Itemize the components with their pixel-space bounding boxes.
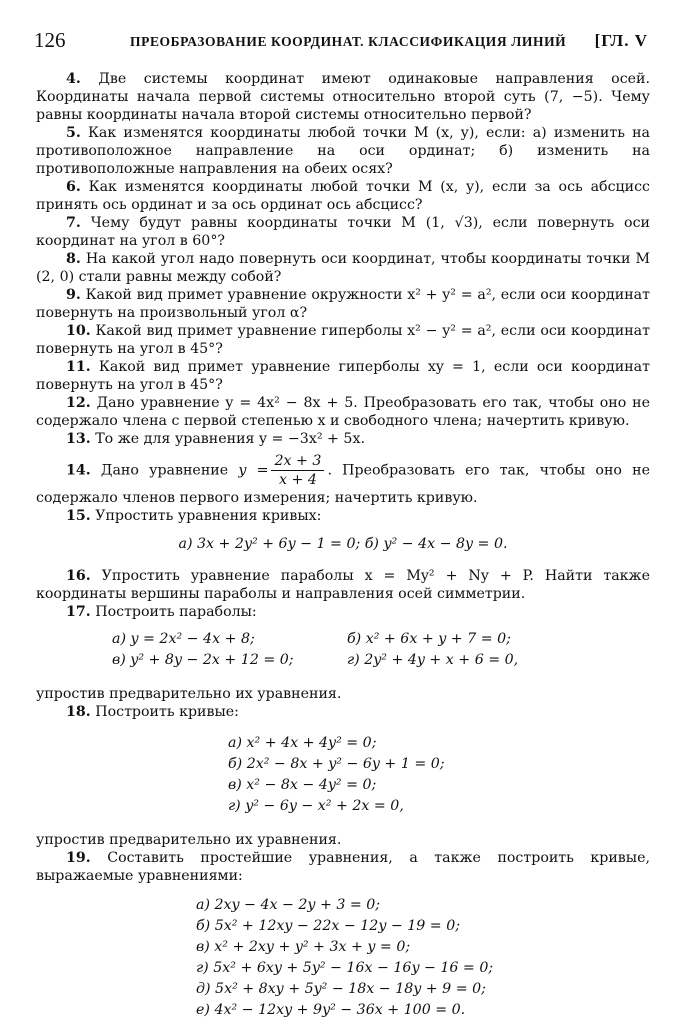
problem-8 bbox=[36, 250, 650, 286]
equation-line: д) 5x² + 8xy + 5y² − 18x − 18y + 9 = 0; bbox=[196, 981, 486, 997]
page-number: 126 bbox=[34, 28, 66, 52]
equation-line: г) 5x² + 6xy + 5y² − 16x − 16y − 16 = 0; bbox=[196, 960, 494, 976]
problem-number: 9. bbox=[66, 287, 81, 303]
problem-text: Построить параболы: bbox=[95, 604, 257, 620]
equation-grid bbox=[112, 629, 582, 671]
problem-number: 4. bbox=[66, 71, 81, 87]
equation-line: б) x² + 6x + y + 7 = 0; bbox=[347, 631, 511, 647]
equation-line: б) 5x² + 12xy − 22x − 12y − 19 = 0; bbox=[196, 918, 461, 934]
problem-9 bbox=[36, 286, 650, 322]
equation-line: е) 4x² − 12xy + 9y² − 36x + 100 = 0. bbox=[196, 1002, 466, 1018]
problem-11 bbox=[36, 358, 650, 394]
problem-text: Чему будут равны координаты точки M (1, √3), если повернуть оси координат на угол в 60°? bbox=[36, 215, 650, 249]
problem-number: 11. bbox=[66, 359, 91, 375]
problem-text: Какой вид примет уравнение окружности x² + y² = a², если оси координат повернуть на произвольный угол α? bbox=[36, 287, 650, 321]
problem-16 bbox=[36, 567, 650, 603]
problem-text: На какой угол надо повернуть оси координат, чтобы координаты точки M (2, 0) стали равны между собой? bbox=[36, 251, 651, 285]
fraction-numerator: 2x + 3 bbox=[271, 452, 324, 471]
problem-number: 5. bbox=[66, 125, 81, 141]
problem-7 bbox=[36, 214, 650, 250]
problem-5 bbox=[36, 124, 650, 178]
equation-list bbox=[228, 733, 650, 817]
problem-18 bbox=[36, 703, 650, 721]
problem-text: Как изменятся координаты любой точки M (x, y), если за ось абсцисс принять ось ординат и за ось ординат ось абсцисс? bbox=[36, 179, 650, 213]
problem-text: Построить кривые: bbox=[95, 704, 239, 720]
page-header bbox=[34, 28, 648, 54]
equation-line: г) 2y² + 4y + x + 6 = 0, bbox=[347, 652, 519, 668]
equation-line: г) y² − 6y − x² + 2x = 0, bbox=[228, 798, 404, 814]
problem-number: 12. bbox=[66, 395, 91, 411]
problem-number: 17. bbox=[66, 604, 91, 620]
problem-text: Дано уравнение y = 4x² − 8x + 5. Преобразовать его так, чтобы оно не содержало члена с первой степенью x и свободного члена; начертить кривую. bbox=[36, 395, 650, 429]
equation-line: а) x² + 4x + 4y² = 0; bbox=[228, 735, 377, 751]
equation-lhs: y = bbox=[238, 462, 269, 479]
problem-text: Какой вид примет уравнение гиперболы xy = 1, если оси координат повернуть на угол в 45°? bbox=[36, 359, 650, 393]
equation-line: в) x² + 2xy + y² + 3x + y = 0; bbox=[196, 939, 411, 955]
problem-15 bbox=[36, 507, 650, 525]
problem-number: 7. bbox=[66, 215, 81, 231]
problem-number: 16. bbox=[66, 568, 91, 584]
problem-text: Две системы координат имеют одинаковые направления осей. Координаты начала первой системы относительно второй суть (7, −5). Чему равны координаты начала второй системы относительно первой? bbox=[36, 71, 650, 123]
problem-text: Упростить уравнение параболы x = My² + Ny + P. Найти также координаты вершины параболы и направления осей симметрии. bbox=[36, 568, 650, 602]
problem-17 bbox=[36, 603, 650, 621]
problem-text: Упростить уравнения кривых: bbox=[95, 508, 322, 524]
problem-text: То же для уравнения y = −3x² + 5x. bbox=[95, 431, 365, 447]
problem-4 bbox=[36, 70, 650, 124]
running-title: ПРЕОБРАЗОВАНИЕ КООРДИНАТ. КЛАССИФИКАЦИЯ ЛИНИЙ bbox=[130, 34, 567, 49]
equation-line: в) y² + 8y − 2x + 12 = 0; bbox=[112, 652, 294, 668]
problem-number: 14. bbox=[66, 462, 91, 479]
problem-text-after: . Преобразовать его так, чтобы оно не содержало членов первого измерения; начертить кривую. bbox=[36, 462, 650, 506]
problem-text: Составить простейшие уравнения, а также построить кривые, выражаемые уравнениями: bbox=[36, 850, 650, 884]
equation-line: в) x² − 8x − 4y² = 0; bbox=[228, 777, 377, 793]
problem-12 bbox=[36, 394, 650, 430]
equation-list bbox=[196, 895, 650, 1021]
problem-13 bbox=[36, 430, 650, 448]
problem-text: Как изменятся координаты любой точки M (x, y), если: а) изменить на противоположное направление на оси ординат; б) изменить на противоположные направления на обеих осях? bbox=[36, 125, 650, 177]
problem-number: 6. bbox=[66, 179, 81, 195]
equation-line: а) y = 2x² − 4x + 8; bbox=[112, 631, 255, 647]
problem-number: 13. bbox=[66, 431, 91, 447]
problem-text-before: Дано уравнение bbox=[100, 462, 229, 479]
problem-10 bbox=[36, 322, 650, 358]
continuation-text: упростив предварительно их уравнения. bbox=[36, 686, 342, 702]
equation-line: б) 2x² − 8x + y² − 6y + 1 = 0; bbox=[228, 756, 445, 772]
problem-number: 19. bbox=[66, 850, 91, 866]
problem-number: 18. bbox=[66, 704, 91, 720]
continuation-text: упростив предварительно их уравнения. bbox=[36, 832, 342, 848]
problem-19 bbox=[36, 849, 650, 885]
fraction-denominator: x + 4 bbox=[278, 472, 317, 488]
problem-list bbox=[36, 70, 650, 1021]
fraction bbox=[271, 452, 324, 489]
problem-number: 8. bbox=[66, 251, 81, 267]
problem-text: Какой вид примет уравнение гиперболы x² − y² = a², если оси координат повернуть на угол в 45°? bbox=[36, 323, 650, 357]
problem-number: 10. bbox=[66, 323, 91, 339]
problem-14 bbox=[36, 452, 650, 507]
problem-number: 15. bbox=[66, 508, 91, 524]
problem-6 bbox=[36, 178, 650, 214]
chapter-label: [ГЛ. V bbox=[594, 31, 648, 50]
equation-line: а) 3x + 2y² + 6y − 1 = 0; б) y² − 4x − 8y = 0. bbox=[178, 536, 508, 552]
equation-line: а) 2xy − 4x − 2y + 3 = 0; bbox=[196, 897, 381, 913]
